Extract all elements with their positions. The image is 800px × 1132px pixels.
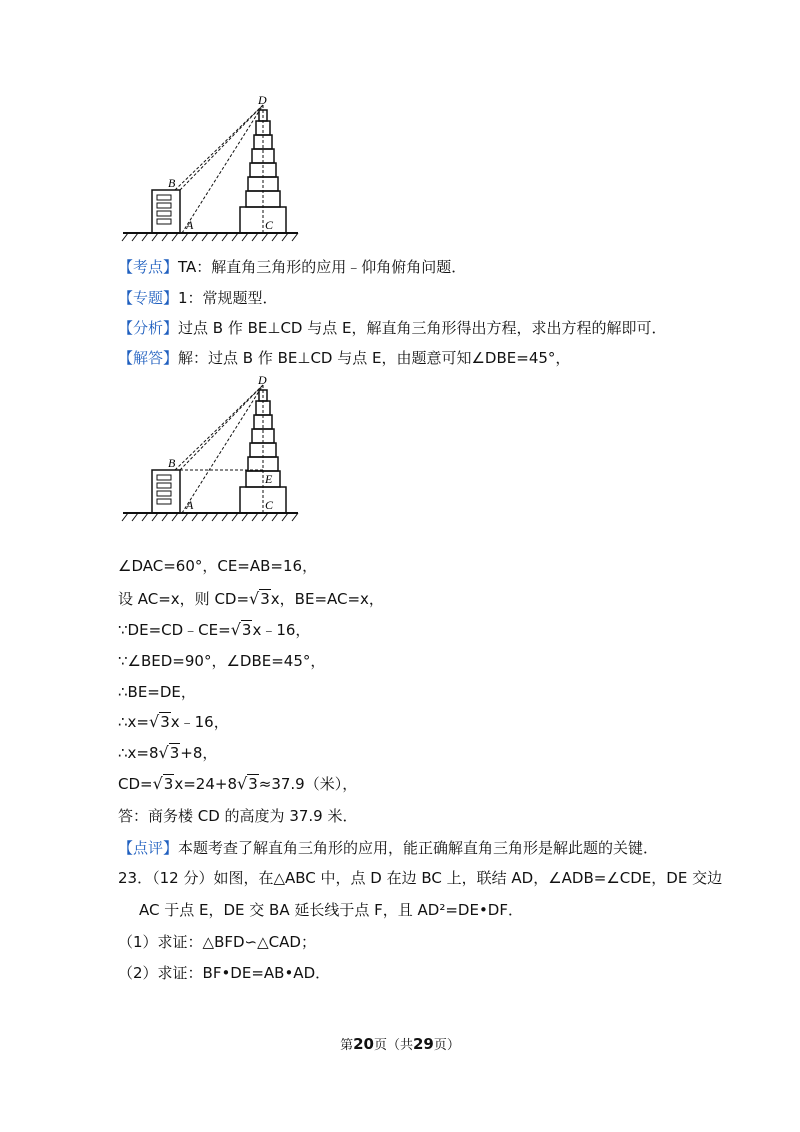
radical-sign: √ bbox=[158, 743, 169, 762]
sqrt-symbol bbox=[231, 620, 253, 640]
zhuanti-line bbox=[118, 288, 278, 308]
label-a-2: A bbox=[186, 498, 194, 512]
footer-mid: 页（共 bbox=[373, 1038, 413, 1053]
footer-page-number: 20 bbox=[353, 1035, 374, 1053]
page-footer bbox=[0, 1034, 800, 1053]
label-e: E bbox=[265, 472, 273, 486]
fenxi-tag: 【分析】 bbox=[118, 319, 179, 337]
sqrt-symbol bbox=[237, 774, 259, 794]
text-frag: ∴x=8 bbox=[118, 744, 159, 762]
text-frag: CD= bbox=[118, 775, 153, 793]
jieda-text: 解：过点 B 作 BE⊥CD 与点 E，由题意可知∠DBE=45°， bbox=[178, 349, 571, 367]
radical-sign: √ bbox=[237, 774, 248, 793]
text-frag: 设 AC=x，则 CD= bbox=[118, 590, 250, 608]
kaodian-tag: 【考点】 bbox=[118, 258, 179, 276]
jieda-line bbox=[118, 348, 570, 368]
problem-line-1: 23．（12 分）如图，在△ABC 中，点 D 在边 BC 上，联结 AD，∠ADB=∠CDE，DE 交边 bbox=[118, 869, 723, 887]
radicand: 3 bbox=[260, 590, 270, 608]
sqrt-symbol bbox=[159, 743, 181, 763]
radical-sign: √ bbox=[230, 620, 241, 639]
radicand: 3 bbox=[241, 621, 252, 639]
radical-sign: √ bbox=[149, 712, 160, 731]
solution-line-4: ∵∠BED=90°，∠DBE=45°， bbox=[118, 652, 326, 670]
text-frag: ≈37.9（米）， bbox=[258, 775, 358, 793]
solution-line-6 bbox=[118, 712, 229, 732]
radicand: 3 bbox=[163, 775, 174, 793]
kaodian-line bbox=[118, 257, 466, 277]
label-d: D bbox=[258, 95, 267, 107]
radicand: 3 bbox=[169, 744, 180, 762]
sqrt-symbol bbox=[249, 589, 271, 609]
label-d-2: D bbox=[258, 375, 267, 387]
problem-question-2: （2）求证：BF•DE=AB•AD． bbox=[118, 964, 331, 982]
label-b-2: B bbox=[168, 456, 176, 470]
radicand: 3 bbox=[160, 713, 170, 731]
problem-line-2: AC 于点 E，DE 交 BA 延长线于点 F，且 AD²=DE•DF． bbox=[139, 901, 523, 919]
text-frag: ∵DE=CD﹣CE= bbox=[118, 621, 231, 639]
text-frag: x﹣16， bbox=[170, 713, 229, 731]
sqrt-symbol bbox=[153, 774, 175, 794]
solution-line-8 bbox=[118, 774, 357, 794]
label-a: A bbox=[186, 218, 194, 232]
radicand: 3 bbox=[248, 775, 258, 793]
solution-answer: 答：商务楼 CD 的高度为 37.9 米． bbox=[118, 807, 358, 825]
problem-question-1: （1）求证：△BFD∽△CAD； bbox=[118, 933, 316, 951]
solution-line-7 bbox=[118, 743, 217, 763]
fenxi-line bbox=[118, 318, 667, 338]
radical-sign: √ bbox=[249, 589, 260, 608]
review-text: 本题考查了解直角三角形的应用，能正确解直角三角形是解此题的关键． bbox=[178, 839, 659, 857]
text-frag: x，BE=AC=x， bbox=[270, 590, 384, 608]
kaodian-text: TA：解直角三角形的应用﹣仰角俯角问题． bbox=[178, 258, 467, 276]
sqrt-symbol bbox=[149, 712, 171, 732]
footer-post: 页） bbox=[433, 1038, 460, 1053]
radical-sign: √ bbox=[152, 774, 163, 793]
solution-line-2 bbox=[118, 589, 384, 609]
solution-line-5: ∴BE=DE， bbox=[118, 683, 196, 701]
text-frag: +8， bbox=[180, 744, 218, 762]
text-frag: ∴x= bbox=[118, 713, 149, 731]
solution-line-1: ∠DAC=60°，CE=AB=16， bbox=[118, 557, 318, 575]
label-c-2: C bbox=[265, 498, 274, 512]
tower-figure-1 bbox=[120, 95, 300, 245]
fenxi-text: 过点 B 作 BE⊥CD 与点 E，解直角三角形得出方程，求出方程的解即可． bbox=[178, 319, 667, 337]
label-c: C bbox=[265, 218, 274, 232]
review-line bbox=[118, 838, 658, 858]
footer-total-pages: 29 bbox=[413, 1035, 434, 1053]
text-frag: x=24+8 bbox=[174, 775, 237, 793]
label-b: B bbox=[168, 176, 176, 190]
text-frag: x﹣16， bbox=[252, 621, 311, 639]
review-tag: 【点评】 bbox=[118, 839, 179, 857]
zhuanti-tag: 【专题】 bbox=[118, 289, 179, 307]
zhuanti-text: 1：常规题型． bbox=[178, 289, 278, 307]
footer-pre: 第 bbox=[340, 1038, 354, 1053]
solution-line-3 bbox=[118, 620, 310, 640]
tower-figure-2 bbox=[120, 375, 300, 525]
jieda-tag: 【解答】 bbox=[118, 349, 179, 367]
